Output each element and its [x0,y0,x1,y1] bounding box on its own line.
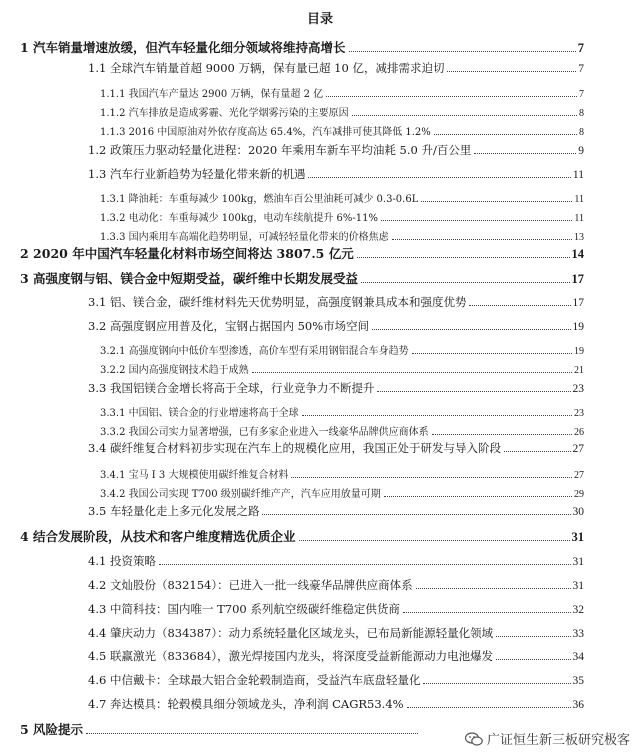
dot-leader [377,391,570,392]
toc-page-number: 8 [579,127,584,138]
toc-entry-label: 3.4.2 我国公司实现 T700 级别碳纤维产产，汽车应用放量可期 [100,489,381,500]
toc-page-number: 31 [571,530,584,544]
toc-entry-4-7[interactable] [88,696,584,712]
dot-leader [372,329,570,330]
toc-page-number: 7 [579,89,584,100]
dot-leader [504,451,571,452]
toc-entry-label: 3.4 碳纤维复合材料初步实现在汽车上的规模化应用，我国正处于研发与导入阶段 [88,441,501,455]
dot-leader [432,434,572,435]
toc-page-number: 29 [574,489,584,500]
dot-leader [403,612,571,613]
toc-page-number: 17 [571,272,584,286]
toc-entry-label: 3.3.2 我国公司实力显著增强，已有多家企业进入一线豪华品牌供应商体系 [100,427,429,438]
dot-leader [407,707,571,708]
dot-leader [447,71,576,72]
toc-page-number: 21 [574,365,584,376]
toc-entry-label: 3.1 铝、镁合金，碳纤维材料先天优势明显，高强度钢兼具成本和强度优势 [88,295,467,309]
toc-entry-4[interactable] [20,527,584,545]
toc-page-number: 27 [574,470,584,481]
toc-entry-label: 4.5 联赢激光（833684），激光焊接国内龙头，将深度受益新能源动力电池爆发 [88,649,494,663]
toc-entry-1-3-2[interactable] [100,209,584,224]
toc-entry-1-1-1[interactable] [100,85,584,100]
dot-leader [469,305,570,306]
toc-entry-4-6[interactable] [88,672,584,688]
toc-entry-1-3-1[interactable] [100,190,584,205]
toc-entry-3-2-1[interactable] [100,342,584,357]
dot-leader [361,282,569,283]
toc-entry-1-3-3[interactable] [100,228,584,243]
dot-leader [302,415,572,416]
dot-leader [159,564,571,565]
wechat-icon [465,732,483,746]
toc-entry-3[interactable] [20,269,584,287]
toc-page-number: 32 [572,604,584,616]
toc-entry-label: 1.1 全球汽车销量首超 9000 万辆，保有量已超 10 亿，减排需求迫切 [88,61,445,75]
dot-leader [291,477,572,478]
toc-page-number: 31 [572,556,584,568]
toc-page-number: 19 [574,346,584,357]
toc-page-number: 7 [578,63,584,75]
dot-leader [412,353,572,354]
dot-leader [252,372,572,373]
toc-page-number: 26 [574,427,584,438]
toc-page-number: 8 [579,108,584,119]
toc-entry-3-4[interactable] [88,440,584,456]
toc-entry-4-5[interactable] [88,648,584,664]
toc-entry-1-2[interactable] [88,142,584,158]
toc-entry-3-3-2[interactable] [100,423,584,438]
dot-leader [349,51,576,52]
toc-entry-1-1-3[interactable] [100,123,584,138]
toc-entry-label: 1.1.1 我国汽车产量达 2900 万辆，保有量超 2 亿 [100,89,324,100]
toc-entry-label: 4 结合发展阶段，从技术和客户维度精选优质企业 [20,529,296,544]
toc-page-number: 17 [572,297,584,309]
toc-entry-1-1[interactable] [88,60,584,76]
toc-entry-label: 1.3.3 国内乘用车高端化趋势明显，可减轻轻量化带来的价格焦虑 [100,232,389,243]
toc-entry-3-1[interactable] [88,294,584,310]
toc-page-number: 27 [572,443,584,455]
watermark [465,729,630,748]
toc-entry-label: 4.1 投资策略 [88,554,156,568]
watermark-text: 广证恒生新三板研究极客 [486,733,630,748]
toc-page-number: 9 [578,145,584,157]
toc-page-number: 11 [574,194,584,205]
toc-page-number: 11 [574,213,584,224]
toc-entry-3-3[interactable] [88,380,584,396]
dot-leader [421,201,572,202]
toc-entry-3-2-2[interactable] [100,361,584,376]
toc-page-number: 7 [577,41,584,55]
toc-entry-label: 3.3.1 中国铝、镁合金的行业增速将高于全球 [100,408,299,419]
dot-leader [384,496,572,497]
toc-page-number: 14 [571,247,584,261]
toc-entry-label: 1.3.1 降油耗：车重每减少 100kg，燃油车百公里油耗可减少 0.3-0.6L [100,194,419,205]
toc-entry-3-4-1[interactable] [100,466,584,481]
dot-leader [496,659,570,660]
dot-leader [352,115,577,116]
toc-page-number: 33 [572,628,584,640]
toc-entry-label: 2 2020 年中国汽车轻量化材料市场空间将达 3807.5 亿元 [20,246,354,261]
toc-entry-3-4-2[interactable] [100,485,584,500]
dot-leader [299,540,570,541]
dot-leader [86,733,418,734]
dot-leader [416,588,571,589]
toc-entry-label: 3.2.2 国内高强度钢技术趋于成熟 [100,365,249,376]
toc-entry-1-3[interactable] [88,166,584,182]
toc-entry-1-1-2[interactable] [100,104,584,119]
toc-entry-3-2[interactable] [88,318,584,334]
toc-page-number: 13 [574,232,584,243]
dot-leader [423,683,570,684]
dot-leader [496,636,570,637]
toc-entry-label: 1 汽车销量增速放缓，但汽车轻量化细分领域将维持高增长 [20,40,346,55]
toc-entry-label: 1.1.2 汽车排放是造成雾霾、光化学烟雾污染的主要原因 [100,108,349,119]
toc-entry-label: 3.2.1 高强度钢向中低价车型渗透，高价车型有采用钢铝混合车身趋势 [100,346,409,357]
toc-entry-label: 3.4.1 宝马 I 3 大规模使用碳纤维复合材料 [100,470,289,481]
toc-entry-3-5[interactable] [88,503,584,519]
toc-entry-label: 3 高强度钢与铝、镁合金中短期受益，碳纤维中长期发展受益 [20,271,359,286]
toc-entry-3-3-1[interactable] [100,404,584,419]
dot-leader [474,153,576,154]
toc-entry-4-3[interactable] [88,601,584,617]
dot-leader [392,239,572,240]
toc-entry-2[interactable] [20,244,584,262]
toc-page-number: 30 [572,506,584,518]
toc-entry-4-1[interactable] [88,553,584,569]
toc-page-number: 11 [572,169,584,181]
toc-entry-label: 1.1.3 2016 中国原油对外依存度高达 65.4%，汽车减排可使其降低 1.2% [100,127,431,138]
toc-page-number: 35 [572,675,584,687]
toc-entry-4-4[interactable] [88,625,584,641]
toc-entry-label: 1.2 政策压力驱动轻量化进程：2020 年乘用车新车平均油耗 5.0 升/百公里 [88,143,472,157]
toc-entry-label: 4.6 中信戴卡：全球最大铝合金轮毂制造商，受益汽车底盘轻量化 [88,673,421,687]
toc-entry-label: 4.4 肇庆动力（834387）：动力系统轻量化区域龙头，已布局新能源轻量化领域 [88,626,494,640]
toc-page-number: 36 [572,699,584,711]
toc-entry-label: 1.3 汽车行业新趋势为轻量化带来新的机遇 [88,167,306,181]
toc-page-number: 34 [572,651,584,663]
toc-page-number: 23 [572,383,584,395]
toc-entry-5[interactable] [20,720,420,738]
dot-leader [262,514,570,515]
dot-leader [381,220,572,221]
dot-leader [434,134,577,135]
toc-entry-label: 1.3.2 电动化：车重每减少 100kg，电动车续航提升 6%-11% [100,213,378,224]
toc-entry-1[interactable] [20,38,584,56]
toc-title: 目录 [306,12,333,27]
toc-entry-label: 3.2 高强度钢应用普及化，宝钢占据国内 50%市场空间 [88,319,370,333]
toc-entry-4-2[interactable] [88,577,584,593]
toc-entry-label: 4.3 中简科技：国内唯一 T700 系列航空级碳纤维稳定供货商 [88,602,400,616]
dot-leader [326,96,577,97]
toc-entry-label: 3.5 车轻量化走上多元化发展之路 [88,504,260,518]
toc-page-number: 31 [572,580,584,592]
dot-leader [357,257,570,258]
toc-entry-label: 4.7 奔达模具：轮毂模具细分领域龙头，净利润 CAGR53.4% [88,697,404,711]
toc-page-number: 23 [574,408,584,419]
toc-entry-label: 5 风险提示 [20,722,84,737]
toc-entry-label: 3.3 我国铝镁合金增长将高于全球，行业竞争力不断提升 [88,381,375,395]
toc-entry-label: 4.2 文灿股份（832154）：已进入一批一线豪华品牌供应商体系 [88,578,413,592]
toc-page-number: 19 [572,321,584,333]
dot-leader [308,177,570,178]
